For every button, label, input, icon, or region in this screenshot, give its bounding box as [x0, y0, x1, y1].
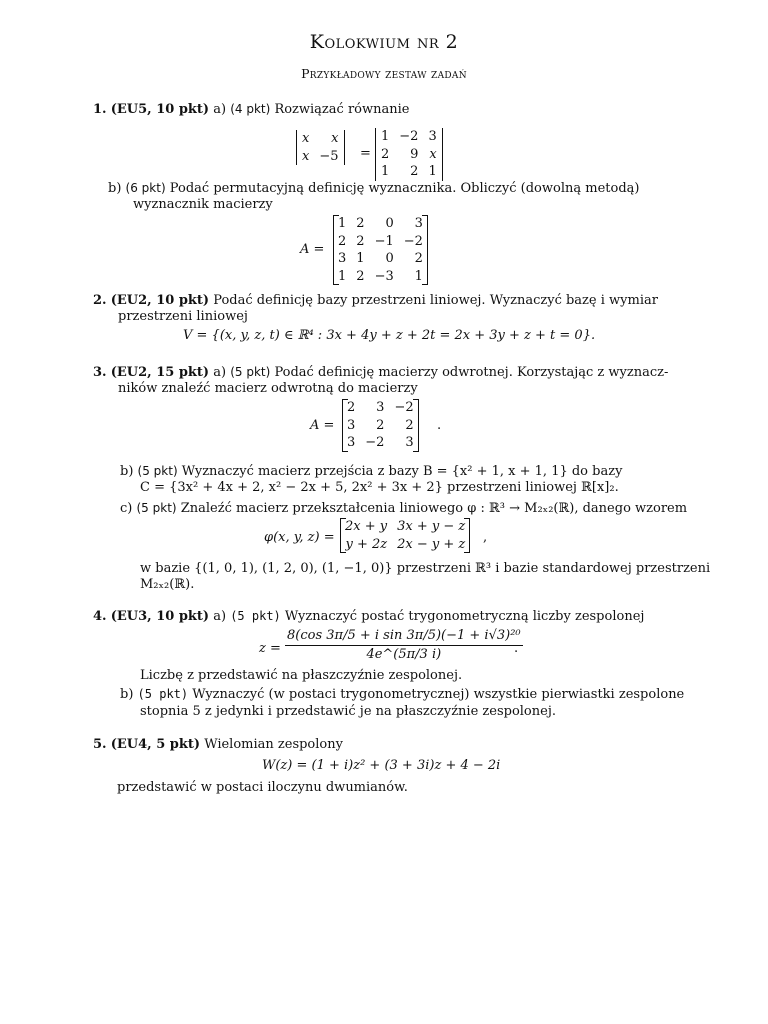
task4-z-end: .: [514, 641, 519, 656]
task1-matrix-A-cell: −3: [374, 268, 394, 284]
task1-det-right-cell: 9: [410, 146, 419, 162]
task1-matrix-A: [333, 215, 428, 285]
task1-det-right-row: [376, 163, 443, 181]
task1-matrix-A-cell: 2: [356, 268, 365, 284]
task1-det-left-row: [297, 148, 345, 166]
task1-b-text2: wyznacznik macierzy: [133, 197, 273, 212]
task1-det-right-cell: −2: [399, 129, 419, 144]
task1-equals: =: [360, 146, 371, 161]
task3-c-label: c): [120, 501, 133, 516]
task1-matrix-A-cell: 2: [338, 233, 347, 249]
task3-matrix-A-row: [342, 417, 419, 435]
task5-tag: (EU4, 5 pkt): [110, 737, 201, 752]
task1-matrix-A-row: [333, 250, 428, 268]
task3-a-text1: Podać definicję macierzy odwrotnej. Korzystając z wyznacz-: [274, 365, 669, 380]
task3-c-line1: [120, 500, 687, 518]
page-subtitle: Przykładowy zestaw zadań: [301, 66, 467, 81]
task3-a-points: (5 pkt): [230, 365, 271, 379]
task3-matrix-A-cell: −2: [365, 435, 385, 451]
task1-det-left-cell: −5: [319, 148, 339, 164]
task3-matrix-A: [342, 399, 419, 452]
task4-b-line1: [120, 686, 684, 704]
task3-b-points: (5 pkt): [137, 464, 178, 478]
task1-det-left-row: [297, 130, 345, 148]
task3-phi-label: φ(x, y, z) =: [264, 530, 335, 545]
task3-c-text2: w bazie {(1, 0, 1), (1, 2, 0), (1, −1, 0)} przestrzeni ℝ³ i bazie standardowej przestrzeni: [140, 561, 711, 576]
task3-c-text3: M₂ₓ₂(ℝ).: [140, 577, 195, 592]
task5-formula: W(z) = (1 + i)z² + (3 + 3i)z + 4 − 2i: [262, 758, 501, 773]
task1-matrix-A-cell: −2: [403, 233, 423, 249]
task1-matrix-A-row: [333, 233, 428, 251]
task1-det-right-row: [376, 128, 443, 146]
task1-det-right-cell: 2: [381, 146, 390, 162]
task3-b-text1: Wyznaczyć macierz przejścia z bazy B = {x² + 1, x + 1, 1} do bazy: [181, 464, 623, 479]
task4-b-text1: Wyznaczyć (w postaci trygonometrycznej) wszystkie pierwiastki zespolone: [192, 687, 685, 702]
task1-det-right-cell: 2: [410, 164, 419, 180]
task1-matrix-A-cell: 3: [338, 251, 347, 267]
task1-matrix-A-cell: 1: [338, 216, 347, 231]
task3-matrix-A-row: [342, 434, 419, 452]
task5-text2: przedstawić w postaci iloczynu dwumianów.: [117, 780, 408, 795]
task4-tag: (EU3, 10 pkt): [110, 609, 210, 624]
task2-text2: przestrzeni liniowej: [118, 309, 248, 324]
task3-matrix-A-cell: 2: [376, 417, 385, 433]
task3-phi-matrix: [340, 518, 470, 553]
task3-matrix-A-cell: 2: [347, 400, 356, 415]
task1-matrix-A-cell: 0: [385, 251, 394, 267]
task4-b-points: (5 pkt): [137, 687, 189, 701]
task1-matrix-A-cell: 3: [414, 216, 423, 231]
task3-phi-end: ,: [483, 530, 488, 545]
task2-heading: [93, 292, 658, 310]
task1-matrix-A-cell: 2: [356, 216, 365, 231]
task1-det-left-cell: x: [331, 131, 339, 146]
task5-heading: [93, 736, 343, 754]
task1-heading: [93, 101, 409, 119]
task3-phi-cell: 2x + y: [345, 519, 388, 534]
task1-det-right: [375, 128, 443, 181]
task1-a-points: (4 pkt): [230, 102, 271, 116]
task1-det-right-row: [376, 146, 443, 164]
task1-a-text: Rozwiązać równanie: [274, 102, 410, 117]
task3-matrix-A-cell: 3: [347, 435, 356, 451]
task1-det-left-cell: x: [302, 148, 310, 164]
task3-matrix-A-cell: 3: [347, 417, 356, 433]
task1-det-right-cell: 1: [428, 164, 437, 180]
task4-b-label: b): [120, 687, 134, 702]
task3-phi-cell: 2x − y + z: [397, 536, 466, 552]
task2-number: 2.: [93, 293, 107, 308]
task4-a-text2: Liczbę z przedstawić na płaszczyźnie zespolonej.: [140, 668, 463, 683]
task3-matrix-A-cell: 2: [405, 417, 414, 433]
task1-det-right-cell: 3: [428, 129, 437, 144]
task3-matrix-A-cell: −2: [394, 400, 414, 415]
task3-c-text: Znaleźć macierz przekształcenia liniowego φ : ℝ³ → M₂ₓ₂(ℝ), danego wzorem: [180, 501, 688, 516]
task3-a-label: a): [213, 365, 227, 380]
task3-phi-cell: y + 2z: [345, 536, 388, 552]
task1-matrix-A-cell: 1: [414, 268, 423, 284]
task1-det-left: [296, 130, 345, 165]
task1-b-text1: Podać permutacyjną definicję wyznacznika. Obliczyć (dowolną metodą): [169, 181, 640, 196]
task3-matrix-A-cell: 3: [405, 435, 414, 451]
task1-matrix-label: A =: [300, 242, 325, 257]
task4-a-label: a): [213, 609, 227, 624]
task1-matrix-A-row: [333, 215, 428, 233]
task1-b-points: (6 pkt): [125, 181, 166, 195]
task2-tag: (EU2, 10 pkt): [110, 293, 210, 308]
task3-matrix-A-cell: 3: [376, 400, 385, 415]
task1-tag: (EU5, 10 pkt): [110, 102, 210, 117]
task3-a-text2: ników znaleźć macierz odwrotną do macierzy: [118, 381, 418, 396]
task3-matrix-A-row: [342, 399, 419, 417]
task3-b-text2: C = {3x² + 4x + 2, x² − 2x + 5, 2x² + 3x + 2} przestrzeni liniowej ℝ[x]₂.: [140, 480, 619, 495]
task1-b-label: b): [108, 181, 122, 196]
task1-number: 1.: [93, 102, 107, 117]
task3-matrix-end: .: [437, 418, 442, 433]
task2-text1: Podać definicję bazy przestrzeni liniowej. Wyznaczyć bazę i wymiar: [213, 293, 658, 308]
task3-heading: [93, 364, 668, 382]
task3-phi-cell: 3x + y − z: [397, 519, 466, 534]
task4-z-label: z =: [259, 641, 281, 656]
task1-det-right-cell: 1: [381, 129, 390, 144]
task1-det-right-cell: 1: [381, 164, 390, 180]
task4-a-text: Wyznaczyć postać trygonometryczną liczby zespolonej: [284, 609, 645, 624]
task5-number: 5.: [93, 737, 107, 752]
page-title: Kolokwium nr 2: [309, 31, 459, 53]
task3-matrix-label: A =: [310, 418, 335, 433]
task1-det-right-cell: x: [429, 146, 437, 162]
task4-z-numerator: 8(cos 3π/5 + i sin 3π/5)(−1 + i√3)²⁰: [285, 627, 523, 646]
task3-b-line1: [120, 463, 622, 481]
task4-a-points: (5 pkt): [230, 609, 281, 623]
task4-number: 4.: [93, 609, 107, 624]
task3-tag: (EU2, 15 pkt): [110, 365, 210, 380]
task2-formula: V = {(x, y, z, t) ∈ ℝ⁴ : 3x + 4y + z + 2t = 2x + 3y + z + t = 0}.: [183, 328, 596, 343]
task4-z-denominator: 4e^(5π/3 i): [366, 646, 442, 662]
task4-b-text2: stopnia 5 z jedynki i przedstawić je na płaszczyźnie zespolonej.: [140, 704, 556, 719]
task1-a-label: a): [213, 102, 227, 117]
task3-c-points: (5 pkt): [136, 501, 177, 515]
task1-b-line1: [108, 180, 639, 198]
task1-matrix-A-row: [333, 268, 428, 286]
task1-matrix-A-cell: 2: [414, 251, 423, 267]
task3-b-label: b): [120, 464, 134, 479]
task1-matrix-A-cell: 2: [356, 233, 365, 249]
task1-matrix-A-cell: 1: [356, 251, 365, 267]
task5-text1: Wielomian zespolony: [204, 737, 343, 752]
task1-matrix-A-cell: 0: [385, 216, 394, 231]
task1-det-left-cell: x: [302, 131, 310, 146]
task1-matrix-A-cell: 1: [338, 268, 347, 284]
task4-heading: [93, 608, 644, 626]
task1-matrix-A-cell: −1: [374, 233, 394, 249]
task4-z-fraction: [285, 627, 523, 663]
task3-number: 3.: [93, 365, 107, 380]
task3-phi-row: [340, 536, 470, 554]
task3-phi-row: [340, 518, 470, 536]
